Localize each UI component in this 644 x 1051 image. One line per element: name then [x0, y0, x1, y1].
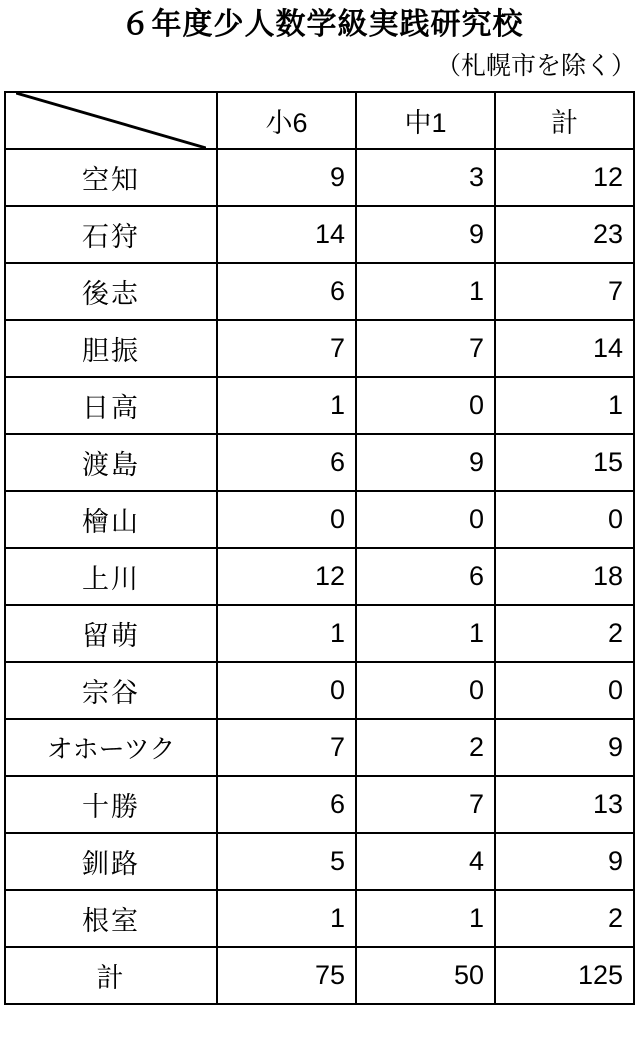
cell-chu1: 6 — [356, 548, 495, 605]
cell-total: 2 — [495, 890, 634, 947]
cell-chu1: 4 — [356, 833, 495, 890]
page-subtitle: （札幌市を除く） — [435, 52, 636, 80]
cell-sho6: 14 — [217, 206, 356, 263]
cell-chu1: 2 — [356, 719, 495, 776]
cell-chu1: 9 — [356, 206, 495, 263]
diagonal-line-icon — [16, 93, 206, 148]
cell-sho6: 6 — [217, 263, 356, 320]
cell-chu1: 0 — [356, 662, 495, 719]
table-row — [5, 320, 634, 377]
table-row — [5, 491, 634, 548]
cell-total: 9 — [495, 833, 634, 890]
cell-sho6: 75 — [217, 947, 356, 1004]
table-row — [5, 434, 634, 491]
cell-total: 2 — [495, 605, 634, 662]
cell-total: 9 — [495, 719, 634, 776]
cell-sho6: 6 — [217, 776, 356, 833]
cell-total: 14 — [495, 320, 634, 377]
column-header-chu1: 中1 — [356, 92, 495, 149]
row-label: 渡島 — [5, 434, 217, 491]
row-label: 空知 — [5, 149, 217, 206]
table-row — [5, 776, 634, 833]
cell-chu1: 0 — [356, 491, 495, 548]
table-header-row — [5, 92, 634, 149]
table-total-row — [5, 947, 634, 1004]
cell-chu1: 7 — [356, 776, 495, 833]
cell-sho6: 12 — [217, 548, 356, 605]
cell-total: 0 — [495, 662, 634, 719]
cell-chu1: 3 — [356, 149, 495, 206]
cell-total: 23 — [495, 206, 634, 263]
table-body — [5, 149, 634, 1004]
table-row — [5, 833, 634, 890]
cell-sho6: 7 — [217, 320, 356, 377]
row-label: 檜山 — [5, 491, 217, 548]
cell-sho6: 6 — [217, 434, 356, 491]
cell-sho6: 9 — [217, 149, 356, 206]
table-row — [5, 206, 634, 263]
cell-sho6: 1 — [217, 377, 356, 434]
table-row — [5, 662, 634, 719]
row-label: 胆振 — [5, 320, 217, 377]
table-row — [5, 890, 634, 947]
page-title: ６年度少人数学級実践研究校 — [120, 8, 524, 41]
cell-chu1: 7 — [356, 320, 495, 377]
cell-total: 7 — [495, 263, 634, 320]
cell-chu1: 9 — [356, 434, 495, 491]
cell-total: 125 — [495, 947, 634, 1004]
table-corner-cell — [5, 92, 217, 149]
row-label: 釧路 — [5, 833, 217, 890]
table-row — [5, 605, 634, 662]
row-label: オホーツク — [5, 719, 217, 776]
cell-sho6: 0 — [217, 491, 356, 548]
cell-sho6: 7 — [217, 719, 356, 776]
cell-sho6: 1 — [217, 605, 356, 662]
cell-sho6: 1 — [217, 890, 356, 947]
cell-chu1: 50 — [356, 947, 495, 1004]
row-label: 十勝 — [5, 776, 217, 833]
table-row — [5, 719, 634, 776]
cell-chu1: 1 — [356, 890, 495, 947]
row-label: 上川 — [5, 548, 217, 605]
row-label: 後志 — [5, 263, 217, 320]
cell-chu1: 1 — [356, 263, 495, 320]
cell-total: 13 — [495, 776, 634, 833]
cell-total: 12 — [495, 149, 634, 206]
data-table — [4, 91, 635, 1005]
cell-sho6: 5 — [217, 833, 356, 890]
row-label: 根室 — [5, 890, 217, 947]
cell-total: 1 — [495, 377, 634, 434]
row-label: 日高 — [5, 377, 217, 434]
column-header-total: 計 — [495, 92, 634, 149]
row-label: 石狩 — [5, 206, 217, 263]
cell-total: 18 — [495, 548, 634, 605]
cell-chu1: 0 — [356, 377, 495, 434]
row-label: 宗谷 — [5, 662, 217, 719]
cell-total: 0 — [495, 491, 634, 548]
row-label: 計 — [5, 947, 217, 1004]
cell-chu1: 1 — [356, 605, 495, 662]
cell-total: 15 — [495, 434, 634, 491]
table-row — [5, 149, 634, 206]
cell-sho6: 0 — [217, 662, 356, 719]
table-row — [5, 548, 634, 605]
table-row — [5, 263, 634, 320]
table-row — [5, 377, 634, 434]
row-label: 留萌 — [5, 605, 217, 662]
column-header-sho6: 小6 — [217, 92, 356, 149]
